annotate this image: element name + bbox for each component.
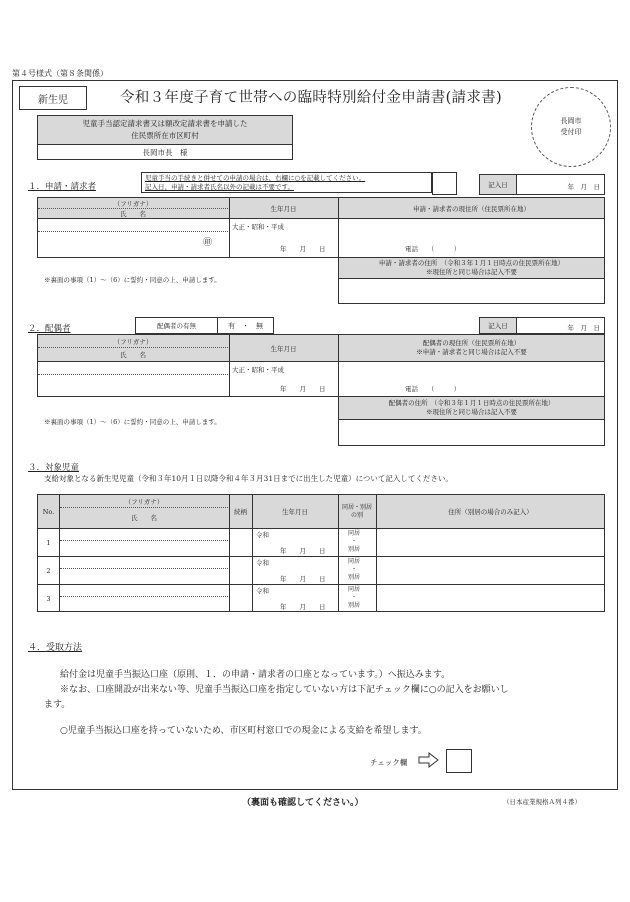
municipality-line1: 児童手当認定請求書又は額改定請求書を申請した	[82, 119, 248, 128]
section2-consent: ※裏面の事項（1）～（6）に誓約・同意の上、申請します。	[44, 418, 221, 426]
section4-para3: ○児童手当振込口座を持っていないため、市区町村窓口での現金による支給を希望します。	[60, 726, 427, 736]
section2-furigana-label: （フリガナ）	[113, 337, 153, 346]
section2-phone: 電話 （ ）	[405, 385, 461, 393]
paper-standard: （日本産業規格Ａ列４番）	[503, 798, 581, 806]
section3-description: 支給対象となる新生児児童（令和３年10月１日以降令和４年３月31日までに出生した児童）について記入してください。	[44, 474, 453, 483]
section1-addr2-input[interactable]	[338, 278, 605, 304]
municipality-line2: 住民票所在市区町村	[131, 131, 199, 140]
section1-date-label: 記入日	[479, 174, 517, 195]
section1-era: 大正・昭和・平成	[232, 223, 284, 231]
row-birthdate: 年 月 日	[280, 547, 326, 555]
form-number: 第４号様式（第８条関係）	[12, 69, 108, 78]
row-number: 1	[46, 538, 51, 547]
right-arrow-icon	[418, 752, 440, 768]
section1-furigana-input[interactable]	[38, 219, 228, 231]
seal-mark: ㊞	[203, 238, 213, 248]
row-cohabitation[interactable]	[348, 530, 360, 554]
cash-payment-checkbox[interactable]	[446, 749, 472, 773]
col-name: 氏 名	[131, 514, 157, 522]
section2-name-label: 氏 名	[120, 350, 146, 359]
section2-name-input[interactable]	[38, 375, 228, 396]
row-birthdate: 年 月 日	[280, 603, 326, 611]
section2-date-label: 記入日	[479, 317, 517, 334]
has-spouse-choice[interactable]: 有 ・ 無	[217, 317, 274, 334]
cohab-separator: ・	[351, 566, 358, 573]
section2-address-label	[338, 335, 605, 361]
row-divider	[37, 528, 605, 529]
municipality-box	[37, 115, 293, 145]
col-cohabitation	[338, 495, 376, 528]
stamp-label: 受付印	[560, 128, 582, 136]
section1-birth-label: 生年月日	[270, 204, 297, 213]
cohab-option: 別居	[348, 546, 361, 553]
stamp-city: 長岡市	[560, 117, 582, 125]
col-address: 住所（別居の場合のみ記入）	[448, 508, 533, 516]
section1-name-label: 氏 名	[120, 209, 146, 218]
col-no: No.	[42, 507, 55, 516]
newborn-badge: 新生児	[19, 86, 87, 110]
row-number: 2	[46, 566, 51, 575]
furigana-line	[60, 540, 228, 541]
section1-birthdate-ymd: 年 月 日	[280, 245, 326, 253]
section1-name-input[interactable]	[38, 232, 198, 257]
section4-heading: ４．受取方法	[28, 643, 83, 653]
col-relation: 続柄	[234, 508, 247, 516]
section2-address-line1: 配偶者の現住所（住民票所在地）	[422, 339, 521, 347]
section4-para2: ※なお、口座開設が出来ない等、児童手当振込口座を指定していない方は下記チェック欄に○の記入をお願いし	[60, 685, 509, 695]
col-birth: 生年月日	[282, 508, 308, 516]
section4-para2b: ます。	[44, 700, 71, 710]
row-era: 令和	[256, 587, 269, 595]
section2-date-field[interactable]: 年 月 日	[516, 317, 605, 334]
cohab-separator: ・	[351, 594, 358, 601]
col-furigana: （フリガナ）	[124, 497, 164, 506]
section1-consent: ※裏面の事項（1）～（6）に誓約・同意の上、申請します。	[44, 276, 221, 284]
reception-stamp	[531, 87, 611, 167]
check-label: チェック欄	[370, 758, 408, 767]
col-cohab-line2: の別	[350, 511, 363, 519]
section1-heading: １．申請・請求者	[28, 182, 97, 192]
furigana-line	[60, 596, 228, 597]
section3-heading: ３．対象児童	[28, 463, 80, 473]
has-spouse-label: 配偶者の有無	[135, 317, 218, 334]
row-birthdate: 年 月 日	[280, 575, 326, 583]
row-divider	[37, 556, 605, 557]
row-cohabitation[interactable]	[348, 586, 360, 610]
section1-note-line1: 児童手当の手続きと併せての申請の場合は、右欄に○を記載してください。	[145, 174, 366, 182]
section2-era: 大正・昭和・平成	[232, 366, 284, 374]
cohab-option: 同居	[348, 586, 361, 593]
section1-date-field[interactable]: 年 月 日	[516, 174, 605, 195]
combined-application-checkbox[interactable]	[432, 172, 457, 195]
section1-furigana-label: （フリガナ）	[113, 199, 153, 208]
section1-addr2-line2: ※現住所と同じ場合は記入不要	[426, 268, 517, 276]
row-number: 3	[46, 594, 51, 603]
section1-phone: 電話 （ ）	[405, 245, 461, 253]
row-era: 令和	[256, 531, 269, 539]
cohab-separator: ・	[351, 538, 358, 545]
section2-addr2-header	[338, 396, 605, 420]
section2-addr2-line2: ※現住所と同じ場合は記入不要	[426, 408, 517, 416]
section2-birthdate-ymd: 年 月 日	[280, 385, 326, 393]
cohab-option: 別居	[348, 574, 361, 581]
section1-note	[141, 172, 432, 193]
page-title: 令和３年度子育て世帯への臨時特別給付金申請書(請求書)	[120, 90, 502, 106]
section1-addr2-header	[338, 257, 605, 279]
row-era: 令和	[256, 559, 269, 567]
cohab-option: 同居	[348, 530, 361, 537]
section2-address-line2: ※申請・請求者と同じ場合は記入不要	[416, 348, 527, 356]
section1-address-label: 申請・請求者の現住所（住民票所在地）	[413, 204, 530, 213]
section2-birth-label: 生年月日	[270, 344, 297, 353]
section2-furigana-input[interactable]	[38, 362, 228, 374]
section2-addr2-input[interactable]	[338, 419, 605, 446]
cohab-option: 別居	[348, 602, 361, 609]
section2-addr2-line1: 配偶者の住所 （令和３年１月１日時点の住民票所在地）	[388, 399, 555, 407]
cohab-option: 同居	[348, 558, 361, 565]
section4-para1: 給付金は児童手当振込口座（原則、１．の申請・請求者の口座となっています。）へ振込みます。	[60, 670, 451, 680]
section2-heading: ２．配偶者	[28, 324, 71, 334]
col-cohab-line1: 同居・別居	[341, 503, 372, 511]
row-cohabitation[interactable]	[348, 558, 360, 582]
row-divider	[37, 584, 605, 585]
footer-note: （裏面も確認してください。）	[242, 798, 364, 808]
mayor-addressee: 長岡市長 様	[37, 144, 293, 160]
section1-addr2-line1: 申請・請求者の住所 （令和３年１月１日時点の住民票所在地）	[378, 259, 565, 267]
furigana-line	[60, 568, 228, 569]
section1-note-line2: 記入日、申請・請求者氏名以外の記載は不要です。	[145, 183, 294, 191]
